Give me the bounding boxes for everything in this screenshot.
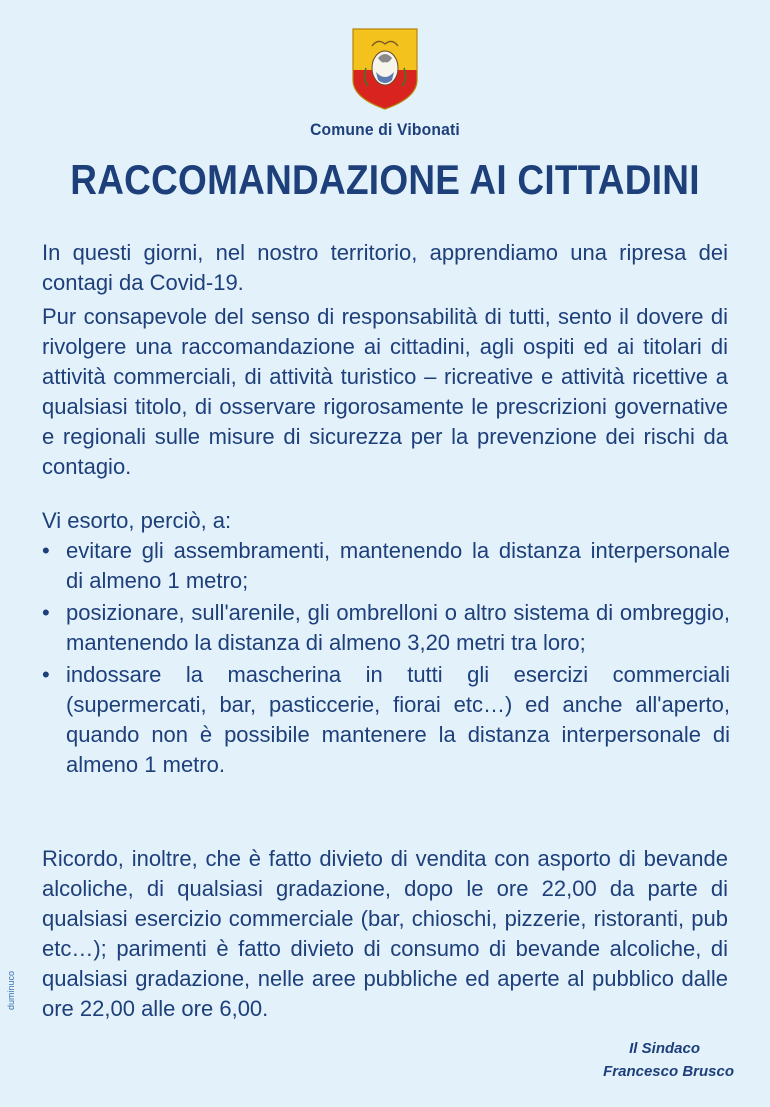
paragraph-alcohol-ban: Ricordo, inoltre, che è fatto divieto di vendita con asporto di bevande alcoliche, di qualsiasi gradazione, dopo le ore 22,00 da parte di qualsiasi esercizio commerciale (bar, chioschi, pizzerie, ristoranti, pub etc…); parimenti è fatto divieto di consumo di bevande alcoliche, di qualsiasi gradazione, nelle aree pubbliche ed aperte al pubblico dalle ore 22,00 alle ore 6,00.	[42, 846, 728, 1021]
recommendation-list	[42, 536, 730, 782]
bullet-icon: •	[42, 662, 50, 687]
printer-mark: duminuco	[6, 970, 16, 1010]
bullet-icon: •	[42, 538, 50, 563]
paragraph-intro: In questi giorni, nel nostro territorio, apprendiamo una ripresa dei contagi da Covid-19.	[42, 240, 728, 295]
page-title: RACCOMANDAZIONE AI CITTADINI	[70, 156, 700, 203]
list-item-text: evitare gli assembramenti, mantenendo la distanza interpersonale di almeno 1 metro;	[66, 538, 730, 593]
list-item	[42, 598, 730, 658]
municipal-crest-icon	[352, 28, 418, 110]
paragraph-exhortation: Vi esorto, perciò, a:	[42, 508, 232, 533]
municipality-name: Comune di Vibonati	[310, 120, 460, 139]
bullet-icon: •	[42, 600, 50, 625]
list-item-text: posizionare, sull'arenile, gli ombrelloni o altro sistema di ombreggio, mantenendo la distanza di almeno 3,20 metri tra loro;	[66, 600, 730, 655]
signature-role: Il Sindaco	[629, 1040, 700, 1057]
signature-name: Francesco Brusco	[603, 1063, 734, 1080]
paragraph-recommendation: Pur consapevole del senso di responsabilità di tutti, sento il dovere di rivolgere una raccomandazione ai cittadini, agli ospiti ed ai titolari di attività commerciali, di attività turistico – ricreative e attività ricettive a qualsiasi titolo, di osservare rigorosamente le prescrizioni governative e regionali sulle misure di sicurezza per la prevenzione dei rischi da contagio.	[42, 304, 728, 479]
list-item-text: indossare la mascherina in tutti gli esercizi commerciali (supermercati, bar, pasticcerie, fiorai etc…) ed anche all'aperto, quando non è possibile mantenere la distanza interpersonale di almeno 1 metro.	[66, 662, 730, 777]
list-item	[42, 660, 730, 780]
list-item	[42, 536, 730, 596]
